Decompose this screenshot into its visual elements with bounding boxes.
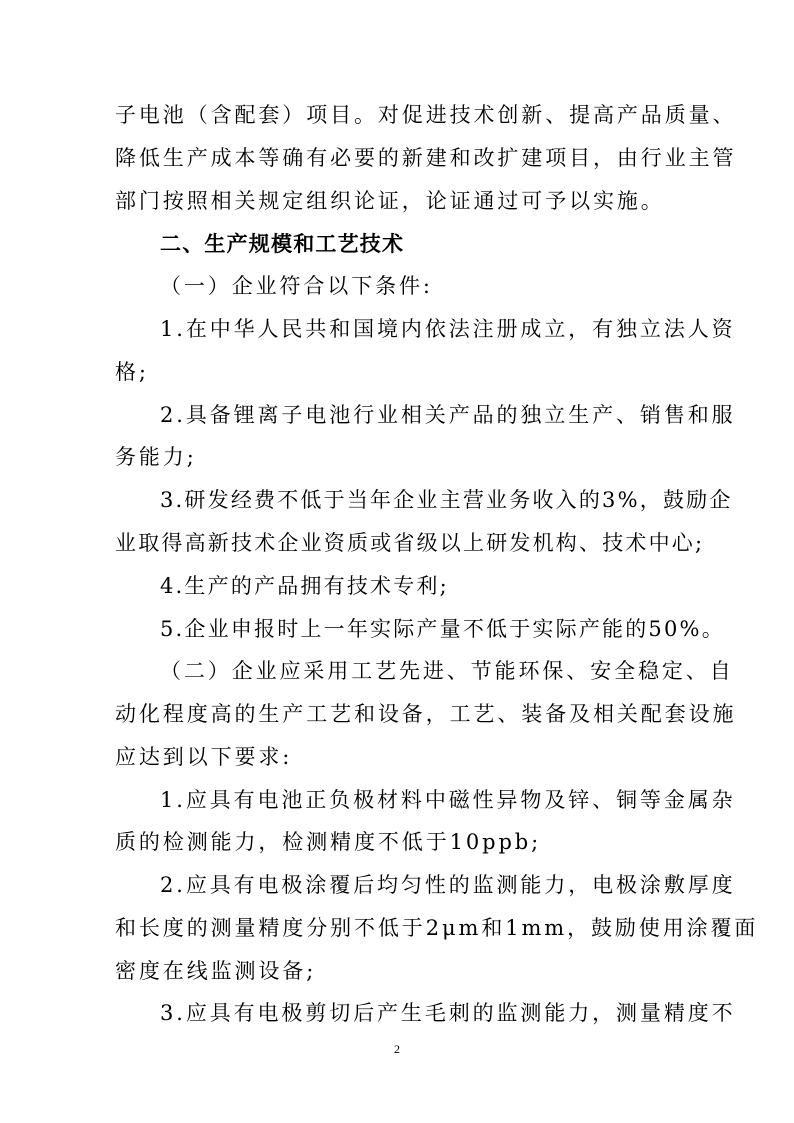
list-item-line: 和长度的测量精度分别不低于2μm和1mm，鼓励使用涂覆面 (115, 916, 759, 940)
subsection-heading: （二）企业应采用工艺先进、节能环保、安全稳定、自 (160, 659, 734, 683)
list-item-line: 业取得高新技术企业资质或省级以上研发机构、技术中心; (115, 531, 705, 555)
list-item-line: 5.企业申报时上一年实际产量不低于实际产能的50%。 (160, 617, 725, 641)
list-item-line: 务能力; (115, 445, 197, 469)
list-item-line: 密度在线监测设备; (115, 959, 317, 983)
page-number: 2 (394, 1042, 400, 1056)
paragraph-line: 应达到以下要求: (115, 745, 293, 769)
paragraph-line: 降低生产成本等确有必要的新建和改扩建项目，由行业主管 (115, 146, 737, 170)
paragraph-line: 动化程度高的生产工艺和设备，工艺、装备及相关配套设施 (115, 702, 737, 726)
list-item-line: 质的检测能力，检测精度不低于10ppb; (115, 830, 542, 854)
list-item-line: 2.具备锂离子电池行业相关产品的独立生产、销售和服 (160, 403, 736, 427)
section-heading: 二、生产规模和工艺技术 (160, 232, 405, 256)
list-item-line: 2.应具有电极涂覆后均匀性的监测能力，电极涂敷厚度 (160, 873, 736, 897)
subsection-heading: （一）企业符合以下条件: (160, 274, 433, 298)
list-item-line: 1.在中华人民共和国境内依法注册成立，有独立法人资 (160, 317, 736, 341)
list-item-line: 4.生产的产品拥有技术专利; (160, 574, 449, 598)
list-item-line: 3.研发经费不低于当年企业主营业务收入的3%，鼓励企 (160, 488, 733, 512)
list-item-line: 1.应具有电池正负极材料中磁性异物及锌、铜等金属杂 (160, 788, 736, 812)
paragraph-line: 部门按照相关规定组织论证，论证通过可予以实施。 (115, 189, 665, 213)
list-item-line: 格; (115, 360, 149, 384)
paragraph-line: 子电池（含配套）项目。对促进技术创新、提高产品质量、 (115, 103, 737, 127)
list-item-line: 3.应具有电极剪切后产生毛刺的监测能力，测量精度不 (160, 1001, 736, 1025)
